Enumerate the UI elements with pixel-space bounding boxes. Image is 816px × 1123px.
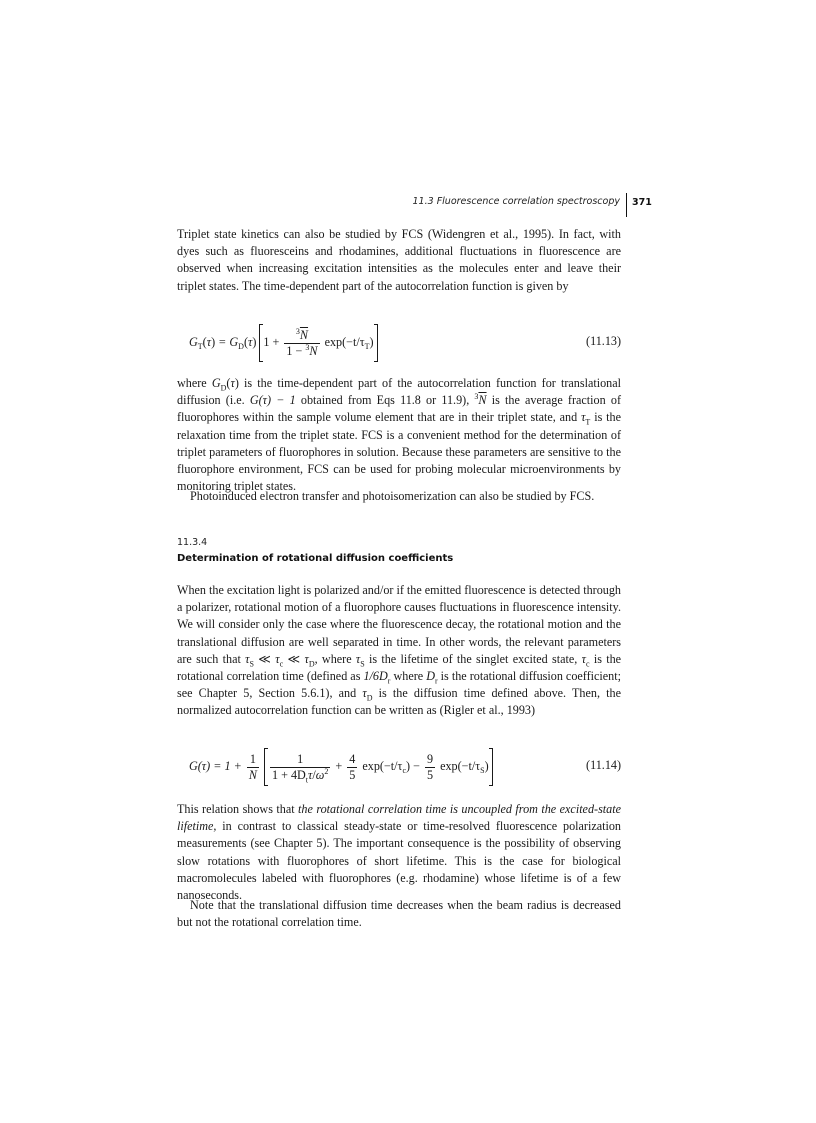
paragraph-uncoupled: This relation shows that the rotational correlation time is uncoupled from the excited-state lifetime, in contrast to classical steady-state or time-resolved fluorescence polarization measurements (see Chapter 5). The important consequence is the possibility of observing slow rotations with fluorophores of short lifetime. This is the case for biological macromolecules labeled with fluorophores (e.g. rhodamine) whose lifetime is of a few nanoseconds. (177, 802, 621, 903)
equation-number: (11.13) (586, 334, 621, 348)
right-bracket (489, 748, 493, 786)
paragraph-beam-radius: Note that the translational diffusion time decreases when the beam radius is decreased but not the rotational correlation time. (177, 898, 621, 930)
paragraph-photoinduced: Photoinduced electron transfer and photoisomerization can also be studied by FCS. (190, 489, 595, 503)
right-bracket (374, 324, 378, 362)
header-rule (626, 193, 627, 217)
section-number: 11.3.4 (177, 537, 208, 548)
equation-number: (11.14) (586, 758, 621, 772)
equation-11-13-body: $G_T(\tau) = G_D(\tau) 1$ + $\frac{^3\overline{N}}{1 - ^3\overline{N}}$ $\exp(-t/\tau_T)$ (189, 324, 378, 362)
paragraph-triplet-intro: Triplet state kinetics can also be studied by FCS (Widengren et al., 1995). In fact, with dyes such as fluoresceins and rhodamines, additional fluctuations in fluorescence are observed when increasing excitation intensities as the molecules enter and leave their triplet states. The time-dependent part of the autocorrelation function is given by (177, 227, 621, 293)
page-number: 371 (632, 197, 652, 208)
section-title: Determination of rotational diffusion coefficients (177, 553, 454, 564)
paragraph-triplet-explanation: where $G_D(\tau)$ is the time-dependent part of the autocorrelation function for translational diffusion (i.e. G(τ) − 1 obtained from Eqs 11.8 or 11.9), $^3\overline{N}$ is the average fraction of fluorophores within the sample volume element that are in their triplet state, and $\tau_T$ is the relaxation time from the triplet state. FCS is a convenient method for the determination of triplet parameters of fluorophores in solution. Because these parameters are sensitive to the fluorophore environment, FCS can be used for probing molecular microenvironments by monitoring triplet states. (177, 376, 621, 494)
paragraph-rotational-motion: When the excitation light is polarized and/or if the emitted fluorescence is detected through a polarizer, rotational motion of a fluorophore causes fluctuations in fluorescence intensity. We will consider only the case where the fluorescence decay, the rotational motion and the translational diffusion are well separated in time. In other words, the relevant parameters are such that $\tau_S$ ≪ $\tau_c$ ≪ $\tau_D$, where $\tau_S$ is the lifetime of the singlet excited state, $\tau_c$ is the rotational correlation time (defined as $1/6D_r$ where $D_r$ is the rotational diffusion coefficient; see Chapter 5, Section 5.6.1), and $\tau_D$ is the diffusion time defined above. Then, the normalized autocorrelation function can be written as (Rigler et al., 1993) (177, 583, 622, 718)
triplet-fraction: $\frac{^3\overline{N}}{1 - ^3\overline{N}}$ (286, 326, 318, 358)
running-head: 11.3 Fluorescence correlation spectroscopy (412, 196, 620, 207)
left-bracket (264, 748, 268, 786)
equation-11-14 (177, 746, 621, 786)
equation-11-14-body: G(τ) = 1 + $\frac{1}{N}$ $\frac{1}{1 + 4D_t\tau/\omega^2}$ + $\frac{4}{5}$ $\exp(-t/\tau_c)$ − $\frac{9}{5}$ $\exp(-t/\tau_S)$ (189, 748, 493, 786)
equation-11-13 (177, 322, 621, 362)
